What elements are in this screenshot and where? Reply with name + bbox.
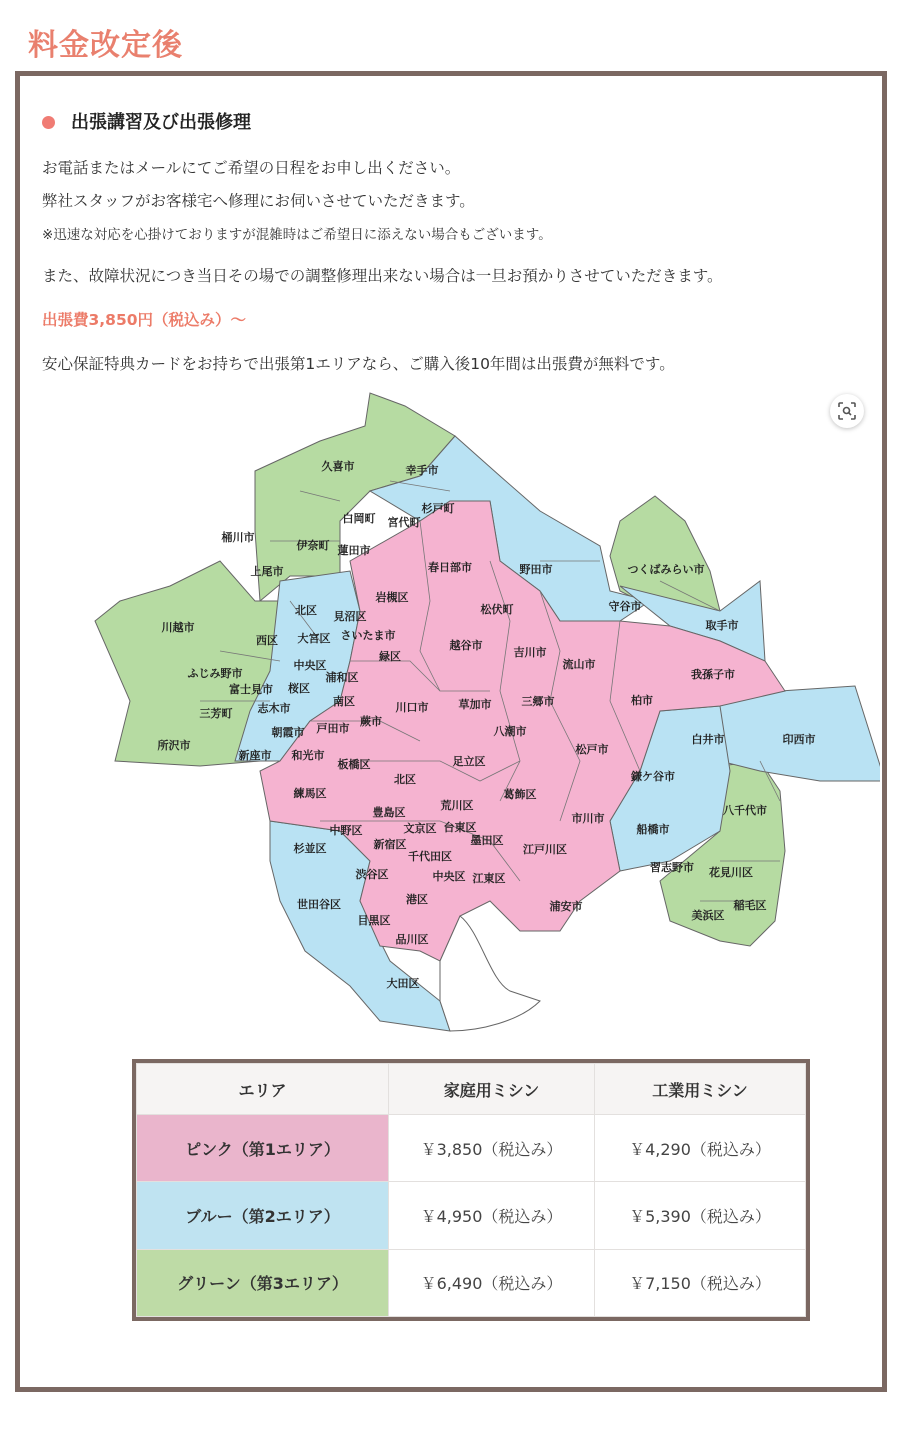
map-label: 松戸市 xyxy=(575,743,609,756)
table-header-area: エリア xyxy=(137,1064,389,1115)
map-label: 所沢市 xyxy=(157,739,191,752)
map-label: 白井市 xyxy=(691,733,725,746)
map-label: さいたま市 xyxy=(340,629,396,642)
map-label: 北区 xyxy=(295,604,317,617)
industrial-price-cell: ￥4,290（税込み） xyxy=(595,1115,806,1182)
map-label: 南区 xyxy=(333,695,355,708)
map-label: 足立区 xyxy=(452,755,486,768)
map-label: 上尾市 xyxy=(250,565,284,578)
map-label: 荒川区 xyxy=(440,799,474,812)
area-cell: ピンク（第1エリア） xyxy=(137,1115,389,1182)
map-label: 杉戸町 xyxy=(421,502,455,515)
map-label: 富士見市 xyxy=(229,683,273,696)
home-price-cell: ￥6,490（税込み） xyxy=(389,1249,595,1316)
map-label: 墨田区 xyxy=(470,834,504,847)
map-label: 久喜市 xyxy=(321,460,355,473)
table-row xyxy=(137,1249,806,1316)
map-label: 吉川市 xyxy=(513,646,547,659)
map-label: 渋谷区 xyxy=(355,868,389,881)
map-label: 大田区 xyxy=(386,977,420,990)
map-label: 豊島区 xyxy=(372,806,406,819)
map-label: 浦安市 xyxy=(549,900,583,913)
map-label: 新宿区 xyxy=(373,838,407,851)
map-label: 板橋区 xyxy=(337,758,371,771)
area-cell: グリーン（第3エリア） xyxy=(137,1249,389,1316)
map-label: 岩槻区 xyxy=(375,591,409,604)
map-label: 見沼区 xyxy=(333,610,367,623)
map-label: 幸手市 xyxy=(405,464,439,477)
map-label: 緑区 xyxy=(379,650,401,663)
map-label: 品川区 xyxy=(395,933,429,946)
industrial-price-cell: ￥7,150（税込み） xyxy=(595,1249,806,1316)
map-label: 川越市 xyxy=(161,621,195,634)
map-label: 稲毛区 xyxy=(733,899,767,912)
map-label: ふじみ野市 xyxy=(187,667,243,680)
map-label: 松伏町 xyxy=(480,603,514,616)
map-label: つくばみらい市 xyxy=(627,563,705,576)
map-label: 中央区 xyxy=(432,870,466,883)
map-label: 練馬区 xyxy=(293,787,327,800)
map-label: 台東区 xyxy=(443,821,477,834)
map-label: 習志野市 xyxy=(650,861,694,874)
map-label: 葛飾区 xyxy=(503,788,537,801)
map-label: 流山市 xyxy=(562,658,596,671)
content-frame xyxy=(15,71,887,1392)
map-label: 野田市 xyxy=(519,563,553,576)
map-label: 中央区 xyxy=(293,659,327,672)
table-header-row xyxy=(137,1064,806,1115)
table-row xyxy=(137,1182,806,1249)
map-label: 守谷市 xyxy=(608,600,642,613)
intro-line-4: 安心保証特典カードをお持ちで出張第1エリアなら、ご購入後10年間は出張費が無料です。 xyxy=(42,355,675,373)
intro-line-3: また、故障状況につき当日その場での調整修理出来ない場合は一旦お預かりさせていただきます。 xyxy=(42,267,723,285)
map-label: 春日部市 xyxy=(428,561,472,574)
map-label: 北区 xyxy=(394,773,416,786)
map-label: 我孫子市 xyxy=(691,668,735,681)
map-label: 江戸川区 xyxy=(523,843,567,856)
map-label: 美浜区 xyxy=(691,909,725,922)
map-label: 志木市 xyxy=(257,702,291,715)
map-label: 宮代町 xyxy=(387,516,421,529)
table-row xyxy=(137,1115,806,1182)
map-label: 朝霞市 xyxy=(271,726,305,739)
fee-table xyxy=(132,1059,810,1321)
map-label: 三郷市 xyxy=(521,695,555,708)
map-label: 浦和区 xyxy=(325,671,359,684)
map-label: 越谷市 xyxy=(449,639,483,652)
map-label: 三芳町 xyxy=(199,707,233,720)
home-price-cell: ￥4,950（税込み） xyxy=(389,1182,595,1249)
map-label: 柏市 xyxy=(631,694,653,707)
table-header-industrial: 工業用ミシン xyxy=(595,1064,806,1115)
map-label: 千代田区 xyxy=(408,850,452,863)
map-label: 桜区 xyxy=(288,682,310,695)
map-label: 鎌ケ谷市 xyxy=(631,770,675,783)
home-price-cell: ￥3,850（税込み） xyxy=(389,1115,595,1182)
intro-line-1: お電話またはメールにてご希望の日程をお申し出ください。 xyxy=(42,159,461,177)
map-label: 八千代市 xyxy=(723,804,767,817)
map-label: 港区 xyxy=(406,893,428,906)
bullet-dot-icon xyxy=(42,116,55,129)
map-label: 市川市 xyxy=(571,812,605,825)
intro-note: ※迅速な対応を心掛けておりますが混雑時はご希望日に添えない場合もございます。 xyxy=(42,227,552,243)
map-label: 桶川市 xyxy=(221,531,255,544)
map-label: 草加市 xyxy=(458,698,492,711)
map-label: 白岡町 xyxy=(342,512,376,525)
map-label: 中野区 xyxy=(329,824,363,837)
intro-line-2: 弊社スタッフがお客様宅へ修理にお伺いさせていただきます。 xyxy=(42,192,475,210)
service-area-map xyxy=(80,386,880,1046)
map-label: 蓮田市 xyxy=(337,544,371,557)
section-title xyxy=(42,108,251,134)
map-label: 大宮区 xyxy=(297,632,331,645)
map-label: 文京区 xyxy=(403,822,437,835)
map-label: 戸田市 xyxy=(316,722,350,735)
map-label: 蕨市 xyxy=(360,715,382,728)
map-label: 取手市 xyxy=(705,619,739,632)
fee-text: 出張費3,850円（税込み）～ xyxy=(42,311,247,329)
table-header-home: 家庭用ミシン xyxy=(389,1064,595,1115)
map-label: 新座市 xyxy=(238,749,272,762)
map-label: 西区 xyxy=(256,634,278,647)
map-label: 和光市 xyxy=(291,749,325,762)
industrial-price-cell: ￥5,390（税込み） xyxy=(595,1182,806,1249)
map-label: 江東区 xyxy=(472,872,506,885)
map-label: 花見川区 xyxy=(709,866,753,879)
map-label: 印西市 xyxy=(782,733,816,746)
map-label: 船橋市 xyxy=(636,823,670,836)
map-label: 目黒区 xyxy=(357,914,391,927)
section-title-text: 出張講習及び出張修理 xyxy=(71,112,251,133)
map-label: 八潮市 xyxy=(493,725,527,738)
map-label: 川口市 xyxy=(395,701,429,714)
map-label: 伊奈町 xyxy=(296,539,330,552)
page-heading: 料金改定後 xyxy=(28,28,183,63)
area-cell: ブルー（第2エリア） xyxy=(137,1182,389,1249)
map-bay-water xyxy=(440,916,540,1031)
map-label: 世田谷区 xyxy=(297,898,341,911)
map-label: 杉並区 xyxy=(293,842,327,855)
